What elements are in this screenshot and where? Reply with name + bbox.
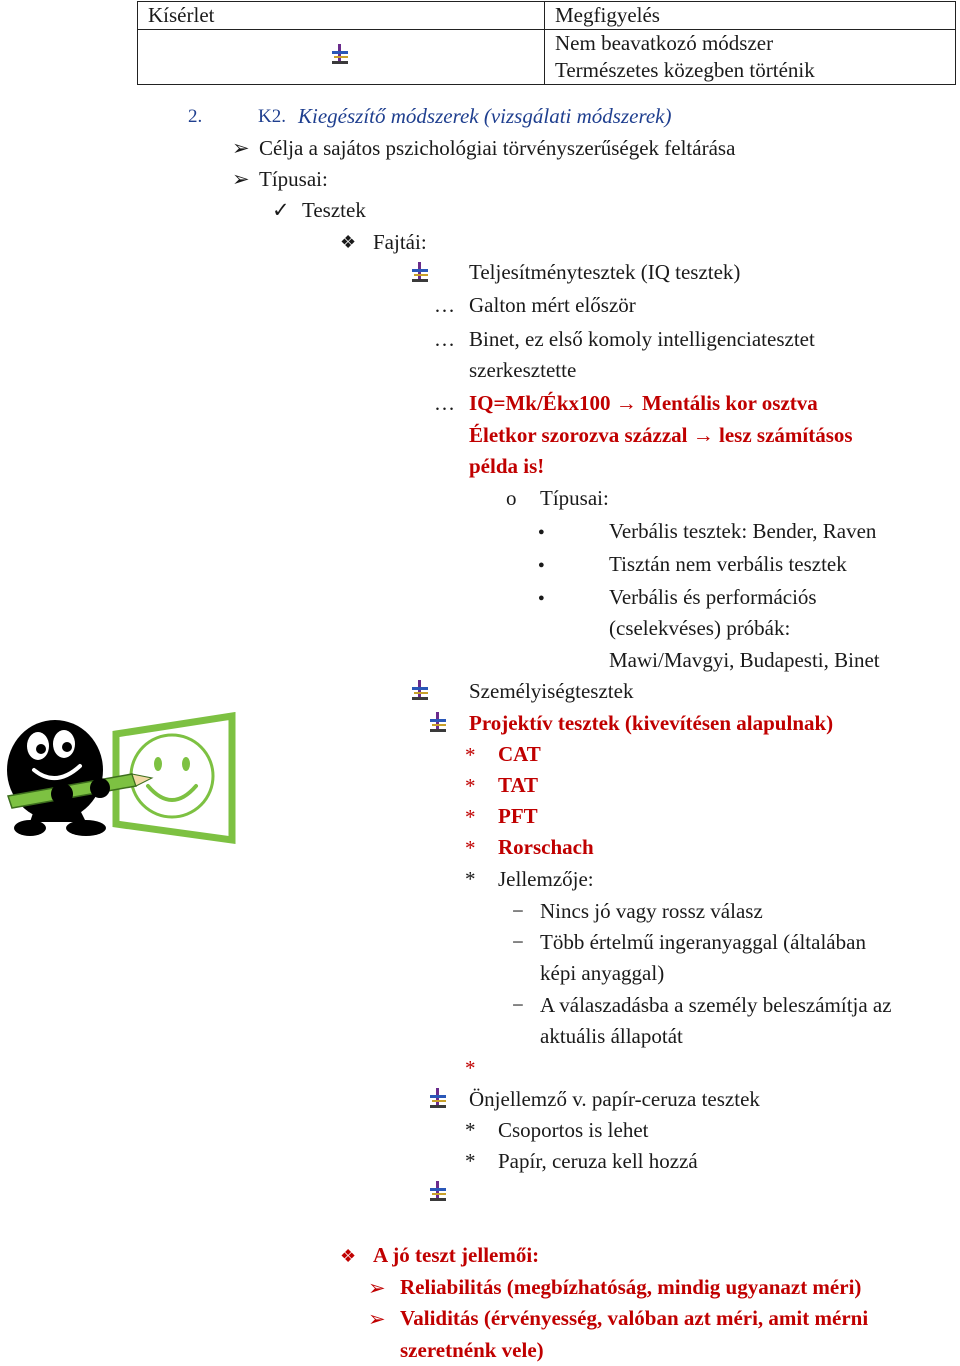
feature-2-line-1: Több értelmű ingeranyaggal (általában bbox=[540, 930, 866, 954]
star-bullet-icon: * bbox=[465, 1056, 476, 1080]
star-bullet-icon: * bbox=[465, 1149, 476, 1173]
feature-1-line: Nincs jó vagy rossz válasz bbox=[540, 899, 763, 923]
kinds-line: Fajtái: bbox=[373, 230, 427, 254]
nonverbal-tests-line: Tisztán nem verbális tesztek bbox=[609, 552, 847, 576]
circle-bullet-icon: o bbox=[506, 486, 517, 510]
diamond-bullet-icon: ❖ bbox=[340, 1246, 357, 1266]
flag-bullet-icon bbox=[412, 680, 428, 700]
table-left-cell bbox=[138, 2, 545, 30]
section-number: 2. bbox=[188, 106, 203, 127]
ellipsis-bullet-icon: … bbox=[434, 391, 455, 415]
validity-line-2: szeretnénk vele) bbox=[400, 1338, 544, 1362]
personality-tests-line: Személyiségtesztek bbox=[469, 679, 634, 703]
performance-tests-line: Teljesítménytesztek (IQ tesztek) bbox=[469, 260, 741, 284]
tests-line: Tesztek bbox=[302, 198, 366, 222]
verbal-tests-line: Verbális tesztek: Bender, Raven bbox=[609, 519, 877, 543]
table-right-body-cell bbox=[545, 30, 956, 85]
flag-bullet-icon bbox=[332, 44, 348, 64]
cartoon-character-icon bbox=[7, 720, 106, 836]
galton-line: Galton mért először bbox=[469, 293, 636, 317]
ellipsis-bullet-icon: … bbox=[434, 327, 455, 351]
arrow-bullet-icon: ➢ bbox=[232, 136, 250, 160]
table-right-line-2: Nem beavatkozó módszer bbox=[555, 31, 774, 55]
diamond-bullet-icon: ❖ bbox=[340, 232, 357, 252]
star-bullet-icon: * bbox=[465, 743, 476, 767]
iq-line-3: példa is! bbox=[469, 454, 545, 478]
binet-line-1: Binet, ez első komoly intelligenciatesztet bbox=[469, 327, 815, 351]
self-report-tests-line: Önjellemző v. papír-ceruza tesztek bbox=[469, 1087, 760, 1111]
pft-line: PFT bbox=[498, 804, 538, 828]
performative-line-1: Verbális és performációs bbox=[609, 585, 817, 609]
table-left-empty-cell bbox=[138, 30, 545, 85]
tat-line: TAT bbox=[498, 773, 539, 797]
table-right-header-cell bbox=[545, 2, 956, 30]
iq-line-2: Életkor szorozva százzal → lesz számításos bbox=[469, 423, 853, 447]
ellipsis-bullet-icon: … bbox=[434, 293, 455, 317]
star-bullet-icon: * bbox=[465, 774, 476, 798]
iq-line-1: IQ=Mk/Ékx100 → Mentális kor osztva bbox=[469, 391, 818, 415]
dash-bullet-icon: − bbox=[512, 930, 524, 954]
check-bullet-icon: ✓ bbox=[272, 198, 290, 222]
table-right-line-1: Megfigyelés bbox=[555, 3, 660, 27]
group-line: Csoportos is lehet bbox=[498, 1118, 649, 1142]
dot-bullet-icon: ● bbox=[538, 592, 545, 604]
table-left-header: Kísérlet bbox=[148, 3, 215, 27]
feature-3-line-1: A válaszadásba a személy beleszámítja az bbox=[540, 993, 892, 1017]
projective-tests-line: Projektív tesztek (kivevítésen alapulnak) bbox=[469, 711, 834, 735]
paper-line: Papír, ceruza kell hozzá bbox=[498, 1149, 698, 1173]
dash-bullet-icon: − bbox=[512, 899, 524, 923]
section-code: K2. bbox=[258, 106, 286, 127]
rorschach-line: Rorschach bbox=[498, 835, 594, 859]
subtypes-line: Típusai: bbox=[540, 486, 609, 510]
star-bullet-icon: * bbox=[465, 805, 476, 829]
binet-line-2: szerkesztette bbox=[469, 358, 577, 382]
reliability-line: Reliabilitás (megbízhatóság, mindig ugyanazt méri) bbox=[400, 1275, 862, 1299]
feature-3-line-2: aktuális állapotát bbox=[540, 1024, 683, 1048]
star-bullet-icon: * bbox=[465, 836, 476, 860]
goal-line: Célja a sajátos pszichológiai törvényszerűségek feltárása bbox=[259, 136, 736, 160]
dot-bullet-icon: ● bbox=[538, 526, 545, 538]
dash-bullet-icon: − bbox=[512, 993, 524, 1017]
flag-bullet-icon bbox=[412, 262, 428, 282]
feature-2-line-2: képi anyaggal) bbox=[540, 961, 665, 985]
arrow-bullet-icon: ➢ bbox=[232, 167, 250, 191]
cat-line: CAT bbox=[498, 742, 541, 766]
arrow-bullet-icon: ➢ bbox=[368, 1307, 386, 1331]
dot-bullet-icon: ● bbox=[538, 559, 545, 571]
drawing-character-illustration bbox=[0, 712, 240, 848]
arrow-bullet-icon: ➢ bbox=[368, 1276, 386, 1300]
good-test-heading: A jó teszt jellemői: bbox=[373, 1243, 540, 1267]
features-line: Jellemzője: bbox=[498, 867, 594, 891]
flag-bullet-icon bbox=[430, 1181, 446, 1201]
star-bullet-icon: * bbox=[465, 1118, 476, 1142]
star-bullet-icon: * bbox=[465, 867, 476, 891]
performative-line-2: (cselekvéses) próbák: bbox=[609, 616, 791, 640]
section-title: Kiegészítő módszerek (vizsgálati módszerek) bbox=[298, 104, 672, 128]
flag-bullet-icon bbox=[430, 1088, 446, 1108]
performative-line-3: Mawi/Mavgyi, Budapesti, Binet bbox=[609, 648, 880, 672]
validity-line-1: Validitás (érvényesség, valóban azt méri, amit mérni bbox=[400, 1306, 869, 1330]
types-line: Típusai: bbox=[259, 167, 328, 191]
flag-bullet-icon bbox=[430, 712, 446, 732]
comparison-table bbox=[137, 1, 956, 85]
table-right-line-3: Természetes közegben történik bbox=[555, 58, 815, 82]
